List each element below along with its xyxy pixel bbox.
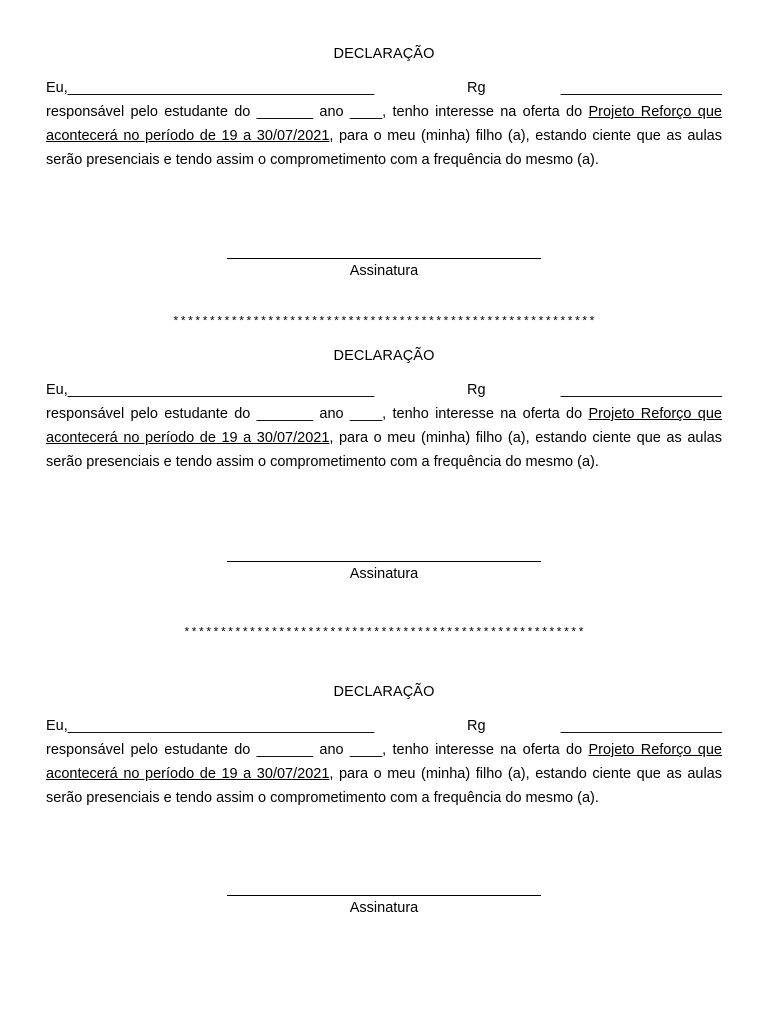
text-part-b: , para o meu (minha) filho (a), estando ciente que as aulas serão presenciais e tendo assim o comprometimento com a frequência do mesmo (a). [46,766,722,806]
signature-line [227,561,541,562]
project-underlined-text: Projeto Reforço que acontecerá no período de 19 a 30/07/2021 [46,406,722,446]
rg-label: Rg [467,80,486,96]
text-part-a: responsável pelo estudante do _______ ano ____, tenho interesse na oferta do [46,104,589,120]
declaration-title: DECLARAÇÃO [333,684,435,700]
rg-field-blank: ____________________ [560,718,722,734]
separator-asterisks-1: ********************************************************** [172,315,596,329]
text-part-b: , para o meu (minha) filho (a), estando ciente que as aulas serão presenciais e tendo assim o comprometimento com a frequência do mesmo (a). [46,430,722,470]
separator-asterisks-2: ******************************************************* [183,626,585,640]
declaration-title: DECLARAÇÃO [333,46,435,62]
text-part-a: responsável pelo estudante do _______ ano ____, tenho interesse na oferta do [46,742,589,758]
project-underlined-text: Projeto Reforço que acontecerá no período de 19 a 30/07/2021 [46,104,722,144]
text-part-b: , para o meu (minha) filho (a), estando ciente que as aulas serão presenciais e tendo assim o comprometimento com a frequência do mesmo (a). [46,128,722,168]
signature-label: Assinatura [349,566,419,582]
rg-label: Rg [467,382,486,398]
name-field-blank: Eu,______________________________________ [46,718,375,734]
signature-block-3 [0,895,768,918]
declaration-text [46,738,722,810]
signature-label: Assinatura [349,900,419,916]
declaration-3 [46,682,722,810]
name-rg-line [46,714,722,738]
rg-field-blank: ____________________ [560,80,722,96]
signature-block-1 [0,258,768,281]
signature-line [227,895,541,896]
declaration-2 [46,346,722,474]
signature-block-2 [0,561,768,584]
name-field-blank: Eu,______________________________________ [46,382,375,398]
rg-label: Rg [467,718,486,734]
name-rg-line [46,76,722,100]
project-underlined-text: Projeto Reforço que acontecerá no período de 19 a 30/07/2021 [46,742,722,782]
signature-label: Assinatura [349,263,419,279]
signature-line [227,258,541,259]
declaration-text [46,100,722,172]
declaration-text [46,402,722,474]
declaration-1 [46,44,722,172]
name-field-blank: Eu,______________________________________ [46,80,375,96]
name-rg-line [46,378,722,402]
text-part-a: responsável pelo estudante do _______ ano ____, tenho interesse na oferta do [46,406,589,422]
declaration-title: DECLARAÇÃO [333,348,435,364]
rg-field-blank: ____________________ [560,382,722,398]
